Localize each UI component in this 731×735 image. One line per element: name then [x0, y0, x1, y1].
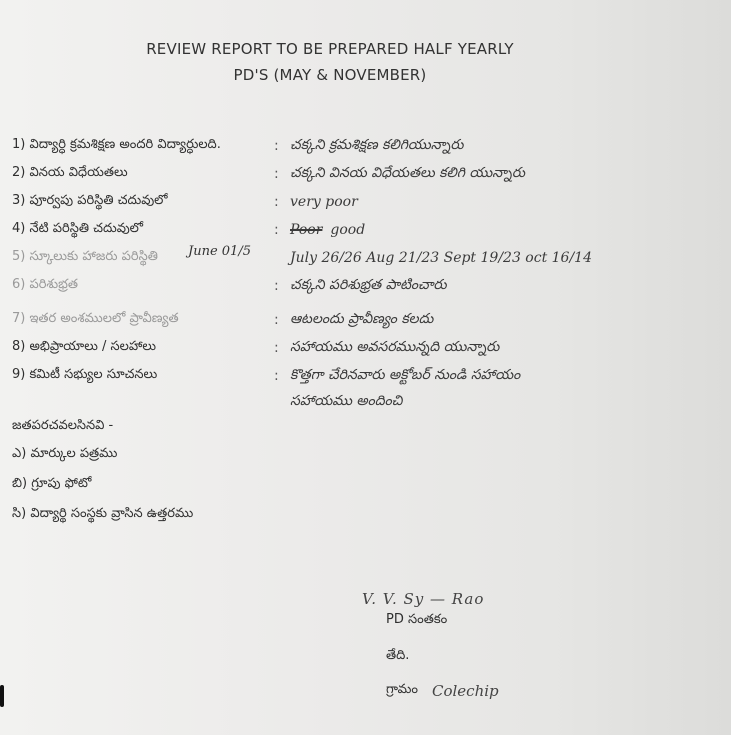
item-label: 5) స్కూలుకు హాజరు పరిస్థితి	[12, 249, 158, 264]
handwritten-answer: చక్కని క్రమశిక్షణ కలిగియున్నారు	[290, 136, 464, 153]
handwritten-answer: July 26/26 Aug 21/23 Sept 19/23 oct 16/14	[290, 250, 592, 266]
review-item-opinions	[12, 336, 499, 360]
item-label: 7) ఇతర అంశములలో ప్రావీణ్యత	[12, 311, 179, 326]
item-label: 2) వినయ విధేయతలు	[12, 165, 128, 180]
colon-separator: :	[274, 312, 279, 328]
pd-signature-label: PD సంతకం	[386, 612, 448, 627]
item-label: 8) అభిప్రాయాలు / సలహాలు	[12, 339, 157, 354]
handwritten-margin-note: June 01/5	[188, 244, 251, 259]
review-item-committee-suggestions	[12, 364, 520, 388]
handwritten-answer: ఆటలందు ప్రావీణ్యం కలదు	[290, 310, 434, 327]
review-item-discipline	[12, 134, 464, 158]
review-item-attendance	[12, 246, 592, 270]
item-label: 4) నేటి పరిస్థితి చదువులో	[12, 221, 144, 236]
date-label: తేది.	[386, 648, 410, 663]
handwritten-answer: చక్కని వినయ విధేయతలు కలిగి యున్నారు	[290, 164, 526, 181]
item-label: 1) విద్యార్ధి క్రమశిక్షణ అందరి విద్యార్ధులది.	[12, 137, 221, 152]
review-item-committee-continuation	[290, 390, 402, 414]
attachment-item: ఎ) మార్కుల పత్రము	[12, 446, 118, 461]
handwritten-answer: కొత్తగా చేరినవారు అక్టోబర్ నుండి సహాయం	[290, 366, 521, 383]
item-label: 3) పూర్వపు పరిస్థితి చదువులో	[12, 193, 168, 208]
attachment-item: బి) గ్రూపు ఫోటో	[12, 476, 92, 491]
pd-signature	[362, 590, 484, 608]
attachments-heading: జతపరచవలసినవి -	[12, 418, 114, 433]
colon-separator: :	[274, 138, 279, 154]
colon-separator: :	[274, 222, 279, 238]
handwritten-answer: సహాయము అవసరమున్నది యున్నారు	[290, 338, 500, 355]
struck-answer: Poor	[290, 222, 323, 238]
item-label: 9) కమిటీ సభ్యుల సూచనలు	[12, 367, 158, 382]
colon-separator: :	[274, 340, 279, 356]
colon-separator: :	[274, 166, 279, 182]
handwritten-answer: good	[330, 222, 366, 238]
review-item-previous-studies	[12, 190, 358, 214]
document-title: REVIEW REPORT TO BE PREPARED HALF YEARLY	[146, 40, 514, 58]
colon-separator: :	[274, 194, 279, 210]
handwritten-answer: చక్కని పరిశుభ్రత పాటించారు	[290, 276, 447, 293]
handwritten-answer: very poor	[290, 194, 358, 210]
review-item-obedience	[12, 162, 525, 186]
document-subtitle: PD'S (MAY & NOVEMBER)	[233, 66, 427, 84]
review-item-current-studies	[12, 218, 365, 242]
colon-separator: :	[274, 368, 279, 384]
review-item-other-skills	[12, 308, 433, 332]
handwritten-answer: సహాయము అందించి	[290, 392, 403, 409]
signer-name: V. V. Sy — Rao	[362, 590, 485, 608]
ink-blot	[0, 685, 4, 707]
colon-separator: :	[274, 278, 279, 294]
village-label: గ్రామం	[386, 682, 418, 697]
item-label: 6) పరిశుభ్రత	[12, 277, 78, 292]
village-name-handwritten: Colechip	[432, 682, 499, 700]
attachment-item: సి) విద్యార్థి సంస్థకు వ్రాసిన ఉత్తరము	[12, 506, 194, 521]
review-item-cleanliness	[12, 274, 447, 298]
